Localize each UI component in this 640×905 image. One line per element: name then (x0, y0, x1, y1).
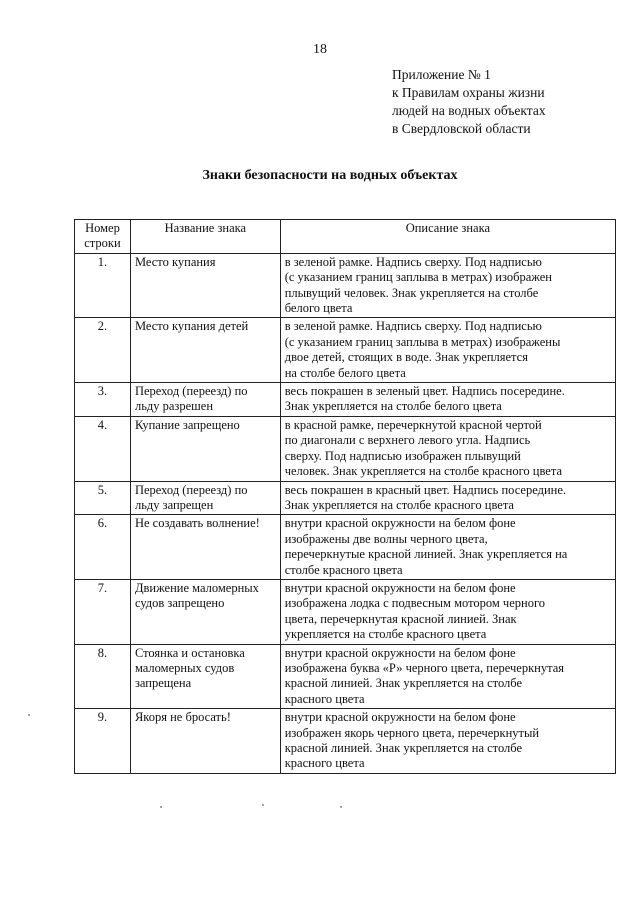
scan-speck (160, 806, 162, 808)
sign-description: весь покрашен в зеленый цвет. Надпись посередине. Знак укрепляется на столбе белого цвета (280, 383, 615, 417)
table-row (75, 515, 616, 580)
document-title: Знаки безопасности на водных объектах (202, 168, 458, 183)
appendix-line: к Правилам охраны жизни (392, 85, 545, 100)
table-header-row (75, 220, 616, 254)
sign-name: Место купания детей (130, 318, 280, 383)
table-row (75, 253, 616, 318)
row-number: 9. (75, 709, 131, 774)
sign-name: Не создавать волнение! (130, 515, 280, 580)
sign-name: Купание запрещено (130, 416, 280, 481)
row-number: 4. (75, 416, 131, 481)
header-description: Описание знака (280, 220, 615, 254)
scan-speck (340, 806, 342, 808)
sign-description: внутри красной окружности на белом фоне изображены две волны черного цвета, перечеркнутые красной линией. Знак укрепляется на столбе красного цвета (280, 515, 615, 580)
header-number: Номер строки (75, 220, 131, 254)
sign-description: в зеленой рамке. Надпись сверху. Под надписью (с указанием границ заплыва в метрах) изображен плывущий человек. Знак укрепляется на столбе белого цвета (280, 253, 615, 318)
sign-description: в красной рамке, перечеркнутой красной чертой по диагонали с верхнего левого угла. Надпись сверху. Под надписью изображен плывущий человек. Знак укрепляется на столбе красного цвета (280, 416, 615, 481)
table-row (75, 481, 616, 515)
signs-table (74, 219, 616, 774)
appendix-line: в Свердловской области (392, 121, 531, 136)
sign-name: Якоря не бросать! (130, 709, 280, 774)
sign-description: весь покрашен в красный цвет. Надпись посередине. Знак укрепляется на столбе красного цвета (280, 481, 615, 515)
row-number: 1. (75, 253, 131, 318)
sign-description: в зеленой рамке. Надпись сверху. Под надписью (с указанием границ заплыва в метрах) изображены двое детей, стоящих в воде. Знак укрепляется на столбе белого цвета (280, 318, 615, 383)
table-row (75, 644, 616, 709)
sign-name: Стоянка и остановка маломерных судов запрещена (130, 644, 280, 709)
sign-name: Переход (переезд) по льду запрещен (130, 481, 280, 515)
appendix-line: людей на водных объектах (392, 103, 546, 118)
appendix-block (392, 66, 546, 138)
sign-description: внутри красной окружности на белом фоне изображена лодка с подвесным мотором черного цвета, перечеркнутая красной линией. Знак укрепляется на столбе красного цвета (280, 579, 615, 644)
row-number: 6. (75, 515, 131, 580)
sign-description: внутри красной окружности на белом фоне изображен якорь черного цвета, перечеркнутый красной линией. Знак укрепляется на столбе красного цвета (280, 709, 615, 774)
table-row (75, 579, 616, 644)
row-number: 5. (75, 481, 131, 515)
row-number: 2. (75, 318, 131, 383)
sign-name: Место купания (130, 253, 280, 318)
sign-name: Переход (переезд) по льду разрешен (130, 383, 280, 417)
scan-speck (262, 804, 264, 806)
row-number: 7. (75, 579, 131, 644)
appendix-line: Приложение № 1 (392, 67, 491, 82)
table-row (75, 416, 616, 481)
scan-speck (28, 714, 30, 716)
table-row (75, 709, 616, 774)
table-row (75, 318, 616, 383)
header-name: Название знака (130, 220, 280, 254)
row-number: 3. (75, 383, 131, 417)
table-row (75, 383, 616, 417)
sign-description: внутри красной окружности на белом фоне изображена буква «Р» черного цвета, перечеркнутая красной линией. Знак укрепляется на столбе красного цвета (280, 644, 615, 709)
sign-name: Движение маломерных судов запрещено (130, 579, 280, 644)
page-number: 18 (313, 42, 327, 57)
row-number: 8. (75, 644, 131, 709)
